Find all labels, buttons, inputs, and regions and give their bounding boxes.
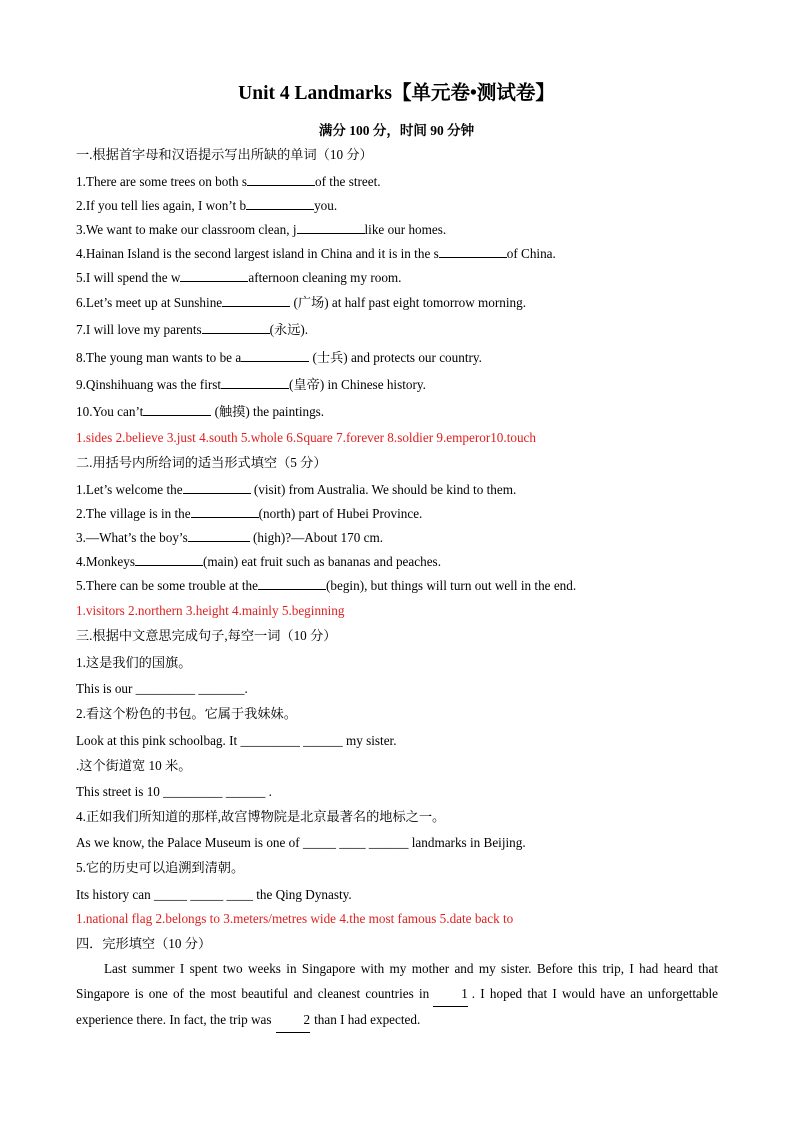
s2-question-4: 4.Monkeys (main) eat fruit such as bananas and peaches. [76,554,441,569]
answer-blank[interactable] [221,376,289,389]
answer-blank[interactable] [297,221,365,234]
answer-blank[interactable] [241,349,309,362]
s3-question-1-english: This is our _________ _______. [76,681,248,696]
s2-question-5: 5.There can be some trouble at the (begin), but things will turn out well in the end. [76,578,577,593]
s3-question-2-english: Look at this pink schoolbag. It _________ ______ my sister. [76,733,397,748]
s2-question-3: 3.—What’s the boy’s (high)?—About 170 cm. [76,530,384,545]
s3-question-1-chinese: 1.这是我们的国旗。 [76,655,192,670]
section3-heading: 三.根据中文意思完成句子,每空一词（10 分） [76,628,337,643]
s1-question-3: 3.We want to make our classroom clean, j like our homes. [76,222,447,237]
answer-blank[interactable] [258,577,326,590]
cloze-passage: Last summer I spent two weeks in Singapore with my mother and my sister. Before this trip, I had heard that Singapore is one of the most beautiful and cleanest countries in 1 . I hoped that I would have an unforgettable experience there. In fact, the trip was 2 than I had expected. [76,956,718,1033]
s3-question-3-english: This street is 10 _________ ______ . [76,784,272,799]
answer-blank[interactable] [439,245,507,258]
section1-heading: 一.根据首字母和汉语提示写出所缺的单词（10 分） [76,147,373,162]
page-title: Unit 4 Landmarks【单元卷•测试卷】 [238,83,555,104]
s2-answer-key: 1.visitors 2.northern 3.height 4.mainly 5.beginning [76,603,345,618]
section4-heading: 四．完形填空（10 分） [76,936,212,951]
answer-blank[interactable] [246,197,314,210]
s1-question-2: 2.If you tell lies again, I won’t b you. [76,198,338,213]
s1-answer-key: 1.sides 2.believe 3.just 4.south 5.whole 6.Square 7.forever 8.soldier 9.emperor10.touch [76,430,536,445]
s3-question-4-english: As we know, the Palace Museum is one of _____ ____ ______ landmarks in Beijing. [76,835,526,850]
s2-question-2: 2.The village is in the (north) part of Hubei Province. [76,506,423,521]
answer-blank[interactable] [247,173,315,186]
cloze-blank-2[interactable]: 2 [276,1007,311,1033]
s3-question-5-english: Its history can _____ _____ ____ the Qing Dynasty. [76,887,352,902]
s3-answer-key: 1.national flag 2.belongs to 3.meters/metres wide 4.the most famous 5.date back to [76,911,514,926]
answer-blank[interactable] [135,553,203,566]
answer-blank[interactable] [180,269,248,282]
s1-question-1: 1.There are some trees on both s of the street. [76,174,381,189]
answer-blank[interactable] [143,403,211,416]
answer-blank[interactable] [222,294,290,307]
s3-question-5-chinese: 5.它的历史可以追溯到清朝。 [76,860,245,875]
s1-question-8: 8.The young man wants to be a (士兵) and protects our country. [76,350,482,365]
page-subtitle: 满分 100 分，时间 90 分钟 [318,123,475,138]
s1-question-6: 6.Let’s meet up at Sunshine (广场) at half past eight tomorrow morning. [76,295,527,310]
s1-question-10: 10.You can’t (触摸) the paintings. [76,404,325,419]
s2-question-1: 1.Let’s welcome the (visit) from Australia. We should be kind to them. [76,482,517,497]
s3-question-2-chinese: 2.看这个粉色的书包。它属于我妹妹。 [76,706,297,721]
s1-question-9: 9.Qinshihuang was the first (皇帝) in Chinese history. [76,377,426,392]
s3-question-4-chinese: 4.正如我们所知道的那样,故宫博物院是北京最著名的地标之一。 [76,809,446,824]
answer-blank[interactable] [191,505,259,518]
answer-blank[interactable] [183,481,251,494]
s1-question-4: 4.Hainan Island is the second largest island in China and it is in the s of China. [76,246,556,261]
answer-blank[interactable] [202,321,270,334]
s3-question-3-chinese: .这个街道宽 10 米。 [76,758,192,773]
s1-question-5: 5.I will spend the w afternoon cleaning my room. [76,270,402,285]
cloze-blank-1[interactable]: 1 [433,981,468,1007]
s1-question-7: 7.I will love my parents (永远). [76,322,309,337]
answer-blank[interactable] [188,529,250,542]
section2-heading: 二.用括号内所给词的适当形式填空（5 分） [76,455,327,470]
